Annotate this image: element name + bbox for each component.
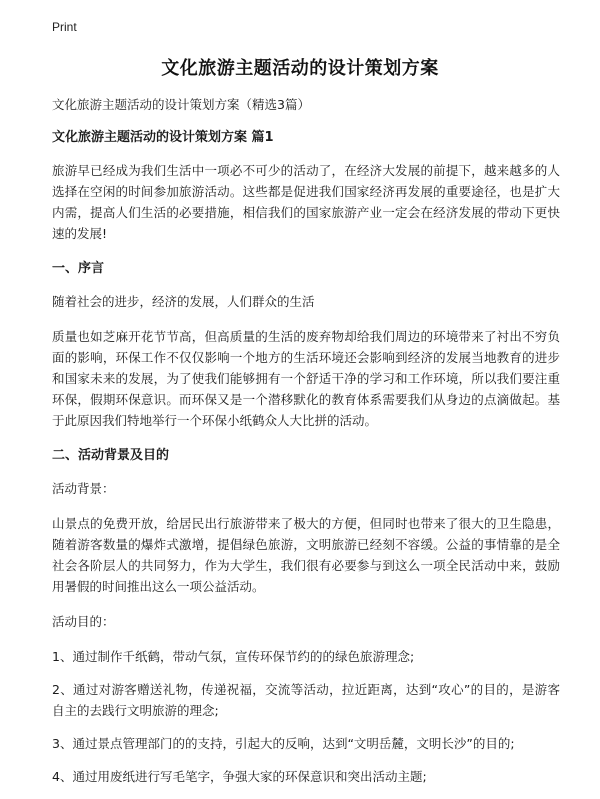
intro-paragraph: 旅游早已经成为我们生活中一项必不可少的活动了，在经济大发展的前提下，越来越多的人选择在空闲的时间参加旅游活动。这些都是促进我们国家经济再发展的重要途径，也是扩大内需，提高人们生活的必要措施，相信我们的国家旅游产业一定会在经济发展的带动下更快速的发展!	[52, 163, 560, 241]
document-subtitle: 文化旅游主题活动的设计策划方案（精选3篇）	[52, 97, 310, 112]
section-heading-preface: 一、序言	[52, 261, 105, 276]
document-body	[52, 94, 560, 799]
print-label[interactable]: Print	[52, 20, 77, 34]
article-heading: 文化旅游主题活动的设计策划方案 篇1	[52, 130, 274, 145]
purpose-item-2: 2、通过对游客赠送礼物，传递祝福，交流等活动，拉近距离，达到“攻心”的目的，是游客自主的去践行文明旅游的理念;	[52, 682, 560, 718]
purpose-label: 活动目的：	[52, 614, 115, 629]
purpose-item-1: 1、通过制作千纸鹤，带动气氛，宣传环保节约的的绿色旅游理念;	[52, 649, 415, 664]
background-paragraph: 山景点的免费开放，给居民出行旅游带来了极大的方便，但同时也带来了很大的卫生隐患，随着游客数量的爆炸式激增，提倡绿色旅游，文明旅游已经刻不容缓。公益的事情靠的是全社会各阶层人的共同努力，作为大学生，我们很有必要参与到这么一项全民活动中来，鼓励用暑假的时间推出这么一项公益活动。	[52, 516, 560, 594]
section-heading-background: 二、活动背景及目的	[52, 448, 170, 463]
background-label: 活动背景：	[52, 481, 115, 496]
preface-paragraph-2: 质量也如芝麻开花节节高，但高质量的生活的废弃物却给我们周边的环境带来了衬出不穷负面的影响，环保工作不仅仅影响一个地方的生活环境还会影响到经济的发展当地教育的进步和国家未来的发展，为了使我们能够拥有一个舒适干净的学习和工作环境，所以我们要注重环保，假期环保意识。而环保又是一个潜移默化的教育体系需要我们从身边的点滴做起。基于此原因我们特地举行一个环保小纸鹤众人大比拼的活动。	[52, 329, 560, 428]
preface-paragraph-1: 随着社会的进步，经济的发展，人们群众的生活	[52, 294, 315, 309]
purpose-item-4: 4、通过用废纸进行写毛笔字，争强大家的环保意识和突出活动主题;	[52, 769, 427, 784]
page-title: 文化旅游主题活动的设计策划方案	[161, 58, 439, 79]
purpose-item-3: 3、通过景点管理部门的的支持，引起大的反响，达到“文明岳麓，文明长沙”的目的;	[52, 736, 515, 751]
